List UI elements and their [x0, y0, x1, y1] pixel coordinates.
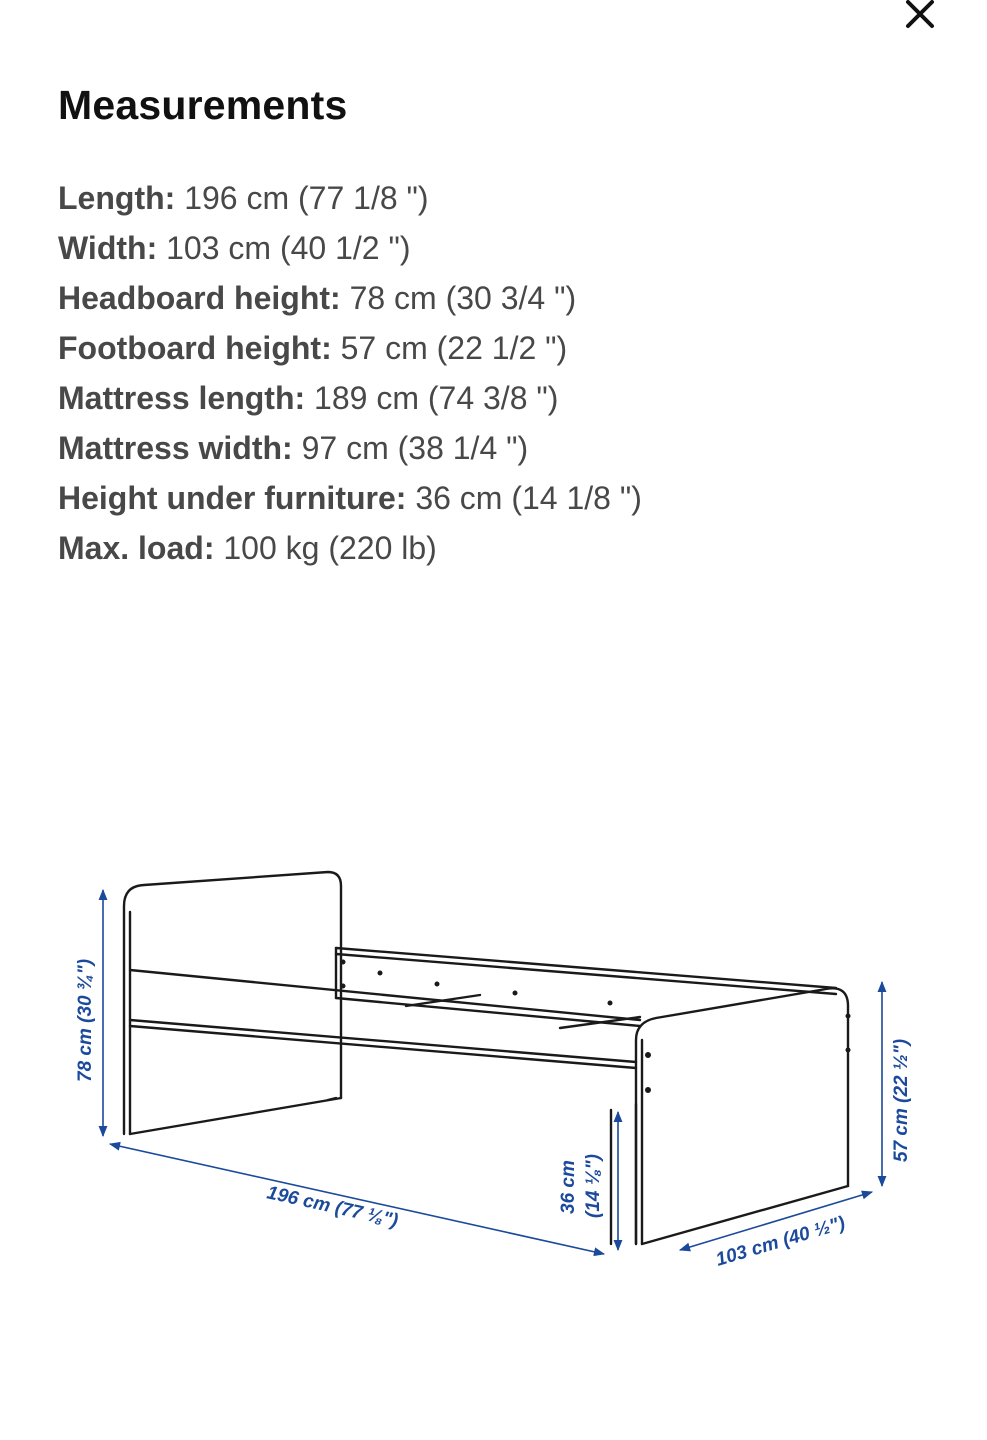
spec-label: Footboard height — [58, 330, 322, 366]
spec-headboard-height: Headboard height: 78 cm (30 3/4 ") — [58, 280, 577, 316]
length-dimension: 196 cm (77 ⅛") — [264, 1182, 400, 1232]
close-button[interactable] — [896, 0, 944, 32]
spec-label: Headboard height — [58, 280, 331, 316]
spec-length: Length: 196 cm (77 1/8 ") — [58, 180, 429, 216]
spec-value: 189 cm (74 3/8 ") — [314, 380, 559, 416]
spec-label: Mattress width — [58, 430, 283, 466]
spec-label: Length — [58, 180, 165, 216]
spec-height-under-furniture: Height under furniture: 36 cm (14 1/8 ") — [58, 480, 642, 516]
dimension-lines — [103, 890, 882, 1254]
spec-label: Mattress length — [58, 380, 295, 416]
spec-mattress-length: Mattress length: 189 cm (74 3/8 ") — [58, 380, 559, 416]
spec-value: 78 cm (30 3/4 ") — [349, 280, 577, 316]
bed-drawing — [124, 872, 848, 1244]
spec-value: 103 cm (40 1/2 ") — [166, 230, 411, 266]
bed-dimension-diagram — [0, 840, 987, 1320]
bed-screws — [341, 960, 851, 1094]
footboard-height-dimension: 57 cm (22 ½") — [891, 1038, 912, 1162]
spec-list — [58, 173, 938, 573]
under-height-in-dimension: (14 ⅛") — [583, 1154, 604, 1218]
spec-label: Max. load — [58, 530, 204, 566]
spec-label: Height under furniture — [58, 480, 396, 516]
spec-value: 36 cm (14 1/8 ") — [415, 480, 642, 516]
under-height-cm-dimension: 36 cm — [558, 1160, 579, 1214]
page-title: Measurements — [58, 82, 348, 128]
close-icon — [905, 0, 935, 29]
spec-value: 97 cm (38 1/4 ") — [301, 430, 529, 466]
width-dimension: 103 cm (40 ½") — [713, 1212, 848, 1271]
spec-value: 57 cm (22 1/2 ") — [340, 330, 568, 366]
spec-label: Width — [58, 230, 147, 266]
headboard-height-dimension: 78 cm (30 ¾") — [75, 958, 96, 1082]
spec-mattress-width: Mattress width: 97 cm (38 1/4 ") — [58, 430, 529, 466]
spec-footboard-height: Footboard height: 57 cm (22 1/2 ") — [58, 330, 568, 366]
spec-max-load: Max. load: 100 kg (220 lb) — [58, 530, 437, 566]
spec-width: Width: 103 cm (40 1/2 ") — [58, 230, 411, 266]
spec-value: 196 cm (77 1/8 ") — [184, 180, 429, 216]
spec-value: 100 kg (220 lb) — [223, 530, 437, 566]
